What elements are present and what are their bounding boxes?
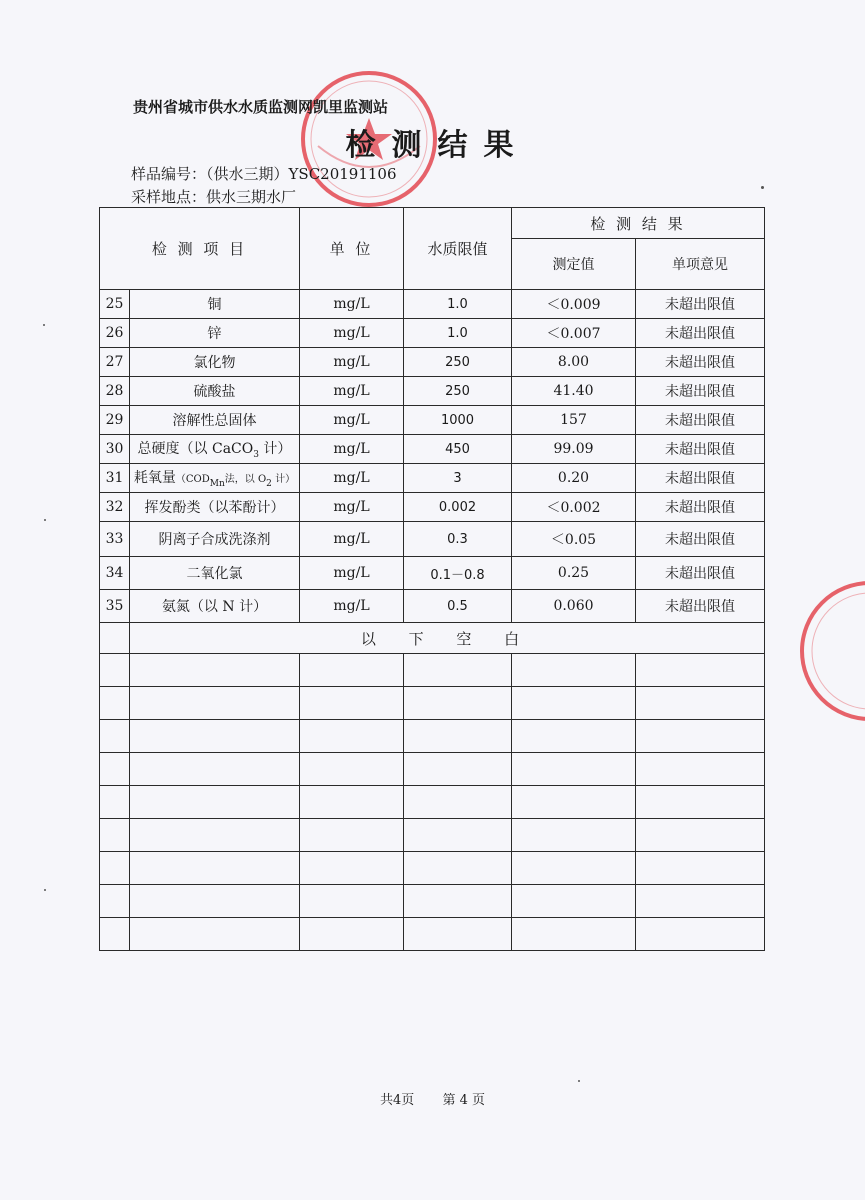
table-row <box>100 522 765 557</box>
row-no: 34 <box>100 557 130 590</box>
row-no: 27 <box>100 348 130 377</box>
sample-number-label: 样品编号： <box>131 165 207 183</box>
row-item: 阴离子合成洗涤剂 <box>130 522 300 557</box>
row-value: 99.09 <box>512 435 636 464</box>
row-item: 氨氮（以 N 计） <box>130 590 300 623</box>
blank-cell <box>100 623 130 654</box>
scan-speck <box>44 519 46 521</box>
item-subscript: 3 <box>253 449 259 460</box>
sample-number <box>131 163 397 184</box>
row-item: 铜 <box>130 290 300 319</box>
row-value: 0.25 <box>512 557 636 590</box>
row-limit: 250 <box>404 348 512 377</box>
row-value: 0.060 <box>512 590 636 623</box>
empty-row <box>100 753 765 786</box>
row-item: 溶解性总固体 <box>130 406 300 435</box>
row-opinion: 未超出限值 <box>636 348 765 377</box>
sampling-location <box>131 186 296 207</box>
header-limit: 水质限值 <box>404 208 512 290</box>
row-item: 挥发酚类（以苯酚计） <box>130 493 300 522</box>
row-item <box>130 464 300 493</box>
row-unit: mg/L <box>300 377 404 406</box>
row-value: ＜0.002 <box>512 493 636 522</box>
row-item: 氯化物 <box>130 348 300 377</box>
header-result-group: 检 测 结 果 <box>512 208 765 239</box>
row-unit: mg/L <box>300 557 404 590</box>
row-item: 锌 <box>130 319 300 348</box>
row-limit: 1.0 <box>404 319 512 348</box>
row-no: 26 <box>100 319 130 348</box>
row-opinion: 未超出限值 <box>636 319 765 348</box>
table-row <box>100 435 765 464</box>
page-title: 检测结果 <box>345 128 530 163</box>
row-limit: 0.002 <box>404 493 512 522</box>
item-note-end: 计） <box>271 474 296 486</box>
row-value: 0.20 <box>512 464 636 493</box>
organization-name: 贵州省城市供水水质监测网凯里监测站 <box>133 98 389 116</box>
table-row <box>100 290 765 319</box>
row-limit: 1000 <box>404 406 512 435</box>
row-item: 硫酸盐 <box>130 377 300 406</box>
row-limit: 0.5 <box>404 590 512 623</box>
row-item <box>130 435 300 464</box>
row-opinion: 未超出限值 <box>636 557 765 590</box>
empty-row <box>100 687 765 720</box>
row-unit: mg/L <box>300 522 404 557</box>
sampling-location-label: 采样地点： <box>131 188 207 206</box>
row-unit: mg/L <box>300 406 404 435</box>
row-value: 41.40 <box>512 377 636 406</box>
row-no: 35 <box>100 590 130 623</box>
table-row <box>100 464 765 493</box>
partial-seal <box>790 576 865 726</box>
row-value: ＜0.05 <box>512 522 636 557</box>
table-row <box>100 557 765 590</box>
scan-speck <box>44 889 46 891</box>
blank-note: 以 下 空 白 <box>130 623 765 654</box>
row-opinion: 未超出限值 <box>636 464 765 493</box>
blank-note-row <box>100 623 765 654</box>
row-no: 25 <box>100 290 130 319</box>
row-opinion: 未超出限值 <box>636 377 765 406</box>
table-row <box>100 319 765 348</box>
row-limit: 250 <box>404 377 512 406</box>
scan-speck <box>578 1080 580 1082</box>
row-no: 31 <box>100 464 130 493</box>
empty-row <box>100 654 765 687</box>
row-opinion: 未超出限值 <box>636 522 765 557</box>
item-note-mid: 法，以 O <box>224 474 267 486</box>
scan-speck <box>43 324 45 326</box>
row-unit: mg/L <box>300 464 404 493</box>
row-opinion: 未超出限值 <box>636 435 765 464</box>
row-no: 28 <box>100 377 130 406</box>
row-unit: mg/L <box>300 435 404 464</box>
page-footer <box>0 1089 865 1108</box>
row-unit: mg/L <box>300 290 404 319</box>
row-limit: 450 <box>404 435 512 464</box>
row-no: 32 <box>100 493 130 522</box>
header-unit: 单 位 <box>300 208 404 290</box>
item-subscript-2: 2 <box>266 478 272 489</box>
empty-row <box>100 885 765 918</box>
row-limit: 0.1－0.8 <box>404 557 512 590</box>
sample-number-value: （供水三期）YSC20191106 <box>206 165 397 183</box>
row-limit: 3 <box>404 464 512 493</box>
row-unit: mg/L <box>300 590 404 623</box>
row-no: 33 <box>100 522 130 557</box>
item-note: （COD <box>175 474 210 486</box>
header-measured: 测定值 <box>512 239 636 290</box>
row-opinion: 未超出限值 <box>636 493 765 522</box>
row-item: 二氧化氯 <box>130 557 300 590</box>
empty-row <box>100 786 765 819</box>
empty-row <box>100 852 765 885</box>
row-opinion: 未超出限值 <box>636 290 765 319</box>
item-text-end: 计） <box>258 441 292 458</box>
row-no: 29 <box>100 406 130 435</box>
total-pages: 共4页 <box>380 1093 415 1108</box>
row-limit: 1.0 <box>404 290 512 319</box>
empty-row <box>100 819 765 852</box>
scan-speck <box>761 186 764 189</box>
row-value: ＜0.007 <box>512 319 636 348</box>
item-subscript: Mn <box>209 478 225 489</box>
table-row <box>100 348 765 377</box>
table-row <box>100 590 765 623</box>
row-unit: mg/L <box>300 319 404 348</box>
row-value: 157 <box>512 406 636 435</box>
empty-row <box>100 720 765 753</box>
results-table <box>99 207 765 951</box>
row-opinion: 未超出限值 <box>636 406 765 435</box>
row-value: 8.00 <box>512 348 636 377</box>
item-text: 耗氧量 <box>133 470 176 487</box>
row-no: 30 <box>100 435 130 464</box>
row-unit: mg/L <box>300 348 404 377</box>
sampling-location-value: 供水三期水厂 <box>206 188 297 206</box>
table-row <box>100 377 765 406</box>
row-opinion: 未超出限值 <box>636 590 765 623</box>
header-item: 检 测 项 目 <box>100 208 300 290</box>
current-page: 第 4 页 <box>442 1093 485 1108</box>
row-unit: mg/L <box>300 493 404 522</box>
item-text: 总硬度（以 CaCO <box>137 441 254 458</box>
header-opinion: 单项意见 <box>636 239 765 290</box>
empty-row <box>100 918 765 951</box>
row-value: ＜0.009 <box>512 290 636 319</box>
row-limit: 0.3 <box>404 522 512 557</box>
table-row <box>100 406 765 435</box>
table-row <box>100 493 765 522</box>
